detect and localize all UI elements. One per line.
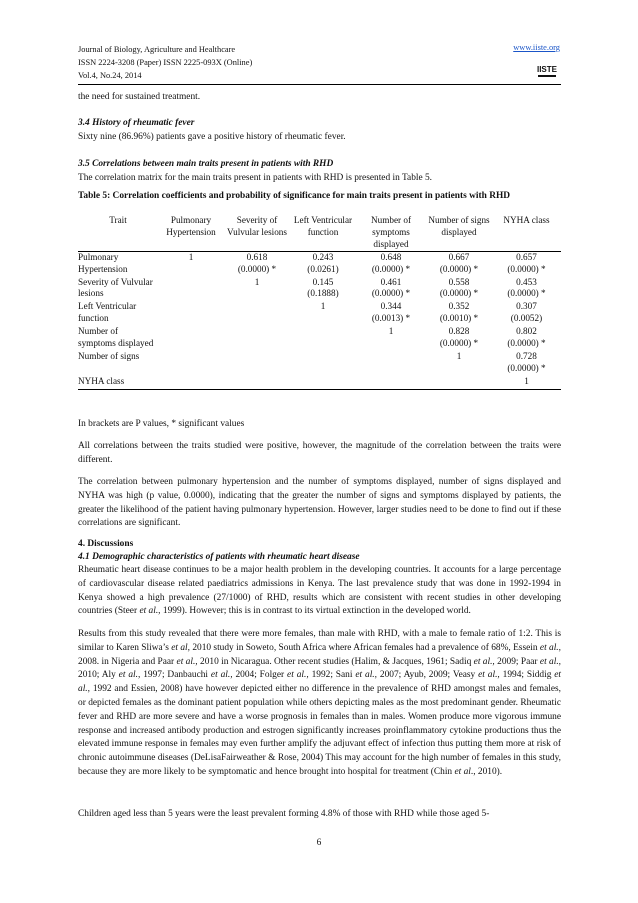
header-divider [78, 84, 561, 85]
paragraph-rhd-burden: Rheumatic heart disease continues to be a major health problem in the developing countries. It accounts for a large percentage of cardiovascular disease related paediatrics admissions in Kenya. The last prevalence study that was done in 1992-1994 in Kenya showed a high prevalence (27/1000) of RHD, results which are consistent with recent studies in other developing countries (Steer et al., 1999). However; this is in contrast to its virtual extinction in the developed world. [78, 565, 561, 617]
row-label: Number of symptoms displayed [78, 326, 154, 349]
table-cell: 0.618 (0.0000) * [237, 251, 277, 274]
table-footnote: In brackets are P values, * significant values [78, 419, 245, 429]
section-3-4-heading: 3.4 History of rheumatic fever [78, 118, 195, 128]
journal-volume: Vol.4, No.24, 2014 [78, 71, 142, 80]
header-left-ventricular: Left Ventricular function [290, 215, 356, 251]
section-4-1-heading: 4.1 Demographic characteristics of patients with rheumatic heart disease [78, 552, 360, 562]
paragraph-study-results: Results from this study revealed that there were more females, than male with RHD, with a male to female ratio of 1:2. This is similar to Karen Sliwa’s et al, 2010 study in Soweto, South Africa where African females had a prevalence of 68%, Essein et al., 2008. in Nigeria and Paar et al., 2010 in Nicaragua. Other recent studies (Halim, & Jacques, 1961; Sadiq et al., 2009; Paar et al., 2010; Aly et al., 1997; Danbauchi et al., 2004; Folger et al., 1992; Sani et al., 2007; Ayub, 2009; Veasy et al., 1994; Siddig et al., 1992 and Essien, 2008) have however depicted either no difference in the prevalence of RHD amongst males and females, or depicted females as the dominant patient population while others depicting males as the most predominant gender. Rheumatic fever and RHD are more severe and have a worse prognosis in females than in males. Women produce more vigorous immune response and increased antibody production and estrogen significantly increases proinflammatory cytokine productions thus the elevated immune response in females may even further amplify the adjuvant effect of infection thus putting them more at risk of chronic autoimmune diseases (DeLisaFairweather & Rose, 2004) This may account for the high number of females in this study, because they are more likely to be symptomatic and hence brought into hospital for treatment (Chin et al., 2010). [78, 629, 562, 777]
row-label: Severity of Vulvular lesions [78, 276, 153, 299]
row-label: Pulmonary Hypertension [78, 251, 128, 274]
table-cell: 0.145 (0.1888) [307, 276, 339, 299]
table-cell [158, 301, 224, 326]
section-3-5-text: The correlation matrix for the main traits present in patients with RHD is presented in Table 5. [78, 173, 433, 183]
table-cell: 0.461 (0.0000) * [371, 276, 411, 299]
table-cell: 1 [456, 350, 462, 361]
table-cell [290, 326, 356, 351]
table-cell [158, 376, 224, 389]
table-cell: 0.344 (0.0013) * [371, 301, 411, 324]
table-cell: 0.243 (0.0261) [307, 251, 339, 274]
table-cell [426, 376, 492, 389]
table-cell: 0.728 (0.0000) * [507, 350, 546, 373]
page-number: 6 [316, 838, 322, 848]
journal-url-link[interactable]: www.iiste.org [513, 43, 560, 52]
table-cell [224, 301, 290, 326]
table-cell: 0.667 (0.0000) * [439, 251, 479, 274]
table-cell: 0.453 (0.0000) * [507, 276, 546, 299]
table-cell: 0.802 (0.0000) * [507, 326, 546, 349]
table-cell: 1 [388, 326, 394, 337]
intro-line: the need for sustained treatment. [78, 92, 201, 102]
row-label: Number of signs [78, 350, 140, 361]
header-trait: Trait [78, 215, 158, 251]
iiste-logo [535, 56, 559, 80]
table-cell [356, 376, 426, 389]
table-cell [356, 351, 426, 376]
table-cell [224, 351, 290, 376]
table-cell [290, 351, 356, 376]
table-cell [158, 277, 224, 302]
row-label: NYHA class [78, 376, 158, 389]
table-cell [158, 351, 224, 376]
header-symptoms: Number of symptoms displayed [356, 215, 426, 251]
table-5-caption: Table 5: Correlation coefficients and probability of significance for main traits present in patients with RHD [78, 191, 511, 201]
table-cell: 0.307 (0.0052) [510, 301, 543, 324]
table-row-nyha-class [78, 376, 561, 389]
table-header-row [78, 215, 561, 251]
section-4-heading: 4. Discussions [78, 539, 134, 549]
table-cell: 1 [492, 376, 561, 389]
table-cell: 1 [254, 276, 260, 287]
correlation-table [78, 215, 561, 390]
table-row-left-ventricular [78, 301, 561, 326]
table-cell: 0.657 (0.0000) * [507, 251, 546, 274]
section-3-4-text: Sixty nine (86.96%) patients gave a positive history of rheumatic fever. [78, 132, 346, 142]
table-cell: 0.352 (0.0010) * [439, 301, 479, 324]
table-row-number-signs [78, 351, 561, 376]
row-label: Left Ventricular function [78, 301, 137, 324]
table-cell: 1 [188, 251, 194, 262]
table-cell: 0.828 (0.0000) * [439, 326, 479, 349]
header-pulmonary-hypertension: Pulmonary Hypertension [158, 215, 224, 251]
table-cell: 0.558 (0.0000) * [439, 276, 479, 299]
table-cell [158, 326, 224, 351]
journal-title: Journal of Biology, Agriculture and Healthcare [78, 45, 236, 54]
paragraph-children-age: Children aged less than 5 years were the least prevalent forming 4.8% of those with RHD while those aged 5- [78, 809, 490, 819]
header-nyha: NYHA class [492, 215, 561, 251]
header-severity: Severity of Vulvular lesions [224, 215, 290, 251]
table-row-severity-vulvular [78, 277, 561, 302]
journal-issn: ISSN 2224-3208 (Paper) ISSN 2225-093X (Online) [78, 58, 253, 67]
paragraph-positive-correlations: All correlations between the traits studied were positive, however, the magnitude of the correlation between the traits were different. [78, 441, 561, 465]
table-cell: 0.648 (0.0000) * [371, 251, 411, 274]
section-3-5-heading: 3.5 Correlations between main traits present in patients with RHD [78, 159, 334, 169]
table-row-pulmonary-hypertension [78, 251, 561, 276]
table-cell [290, 376, 356, 389]
table-cell: 1 [320, 301, 326, 312]
header-signs: Number of signs displayed [426, 215, 492, 251]
table-row-number-symptoms [78, 326, 561, 351]
logo-text: IISTE [536, 65, 558, 74]
table-cell [224, 376, 290, 389]
paragraph-correlation-detail: The correlation between pulmonary hypertension and the number of symptoms displayed, number of signs displayed and NYHA was high (p value, 0.0000), indicating that the greater the number of signs and symptoms displayed by patients, the greater the likelihood of the patient having pulmonary hypertension. However, larger studies need to be done to find out if these correlations are significant. [78, 477, 561, 529]
table-cell [224, 326, 290, 351]
